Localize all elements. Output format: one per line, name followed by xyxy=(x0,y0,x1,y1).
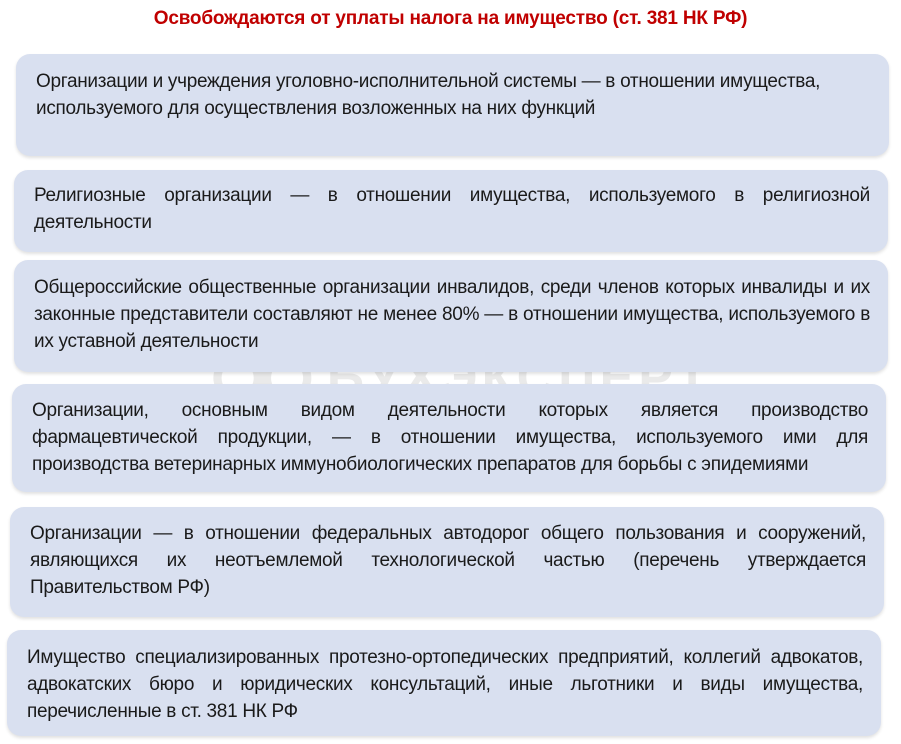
exemption-card-other xyxy=(7,630,881,736)
exemption-card-penal-system xyxy=(16,54,889,156)
watermark-text: БУХЭКСПЕРТ xyxy=(326,349,712,407)
exemption-text: Имущество специализированных протезно-ортопедических предприятий, коллегий адвокатов, адвокатских бюро и юридических консультаций, иные льготники и виды имущества, перечисленные в ст. 381 НК РФ xyxy=(27,647,863,722)
exemption-card-federal-roads xyxy=(10,507,884,617)
exemption-text: Религиозные организации — в отношении имущества, используемого в религиозной деятельности xyxy=(34,185,870,233)
exemption-card-religious xyxy=(14,170,888,252)
exemption-text: Организации, основным видом деятельности которых является производство фармацевтической продукции, — в отношении имущества, используемого ими для производства ветеринарных иммунобиологических препаратов для борьбы с эпидемиями xyxy=(32,400,868,475)
exemption-text: Общероссийские общественные организации инвалидов, среди членов которых инвалиды и их законные представители составляют не менее 80% — в отношении имущества, используемого в их уставной деятельности xyxy=(34,277,870,352)
exemption-text: Организации и учреждения уголовно-исполнительной системы — в отношении имущества, используемого для осуществления возложенных на них функций xyxy=(36,71,821,119)
page-title: Освобождаются от уплаты налога на имущество (ст. 381 НК РФ) xyxy=(153,8,748,29)
exemption-card-disabled-organizations xyxy=(14,260,888,372)
exemption-text: Организации — в отношении федеральных автодорог общего пользования и сооружений, являющихся их неотъемлемой технологической частью (перечень утверждается Правительством РФ) xyxy=(30,523,866,598)
exemption-card-pharmaceutical xyxy=(12,384,886,492)
